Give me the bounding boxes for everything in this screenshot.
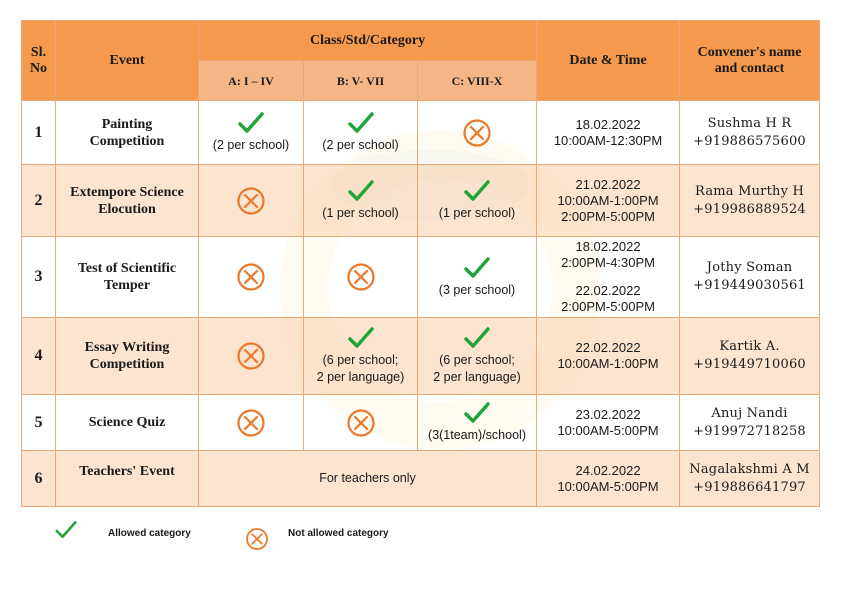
circle-x-icon (236, 186, 266, 216)
quota-note: (2 per school) (322, 138, 399, 152)
table-row (22, 237, 820, 318)
legend-circle-x-icon (245, 527, 269, 551)
quota-note: (1 per school) (438, 206, 516, 220)
circle-x-icon (346, 408, 376, 438)
quota-note: (3 per school) (438, 282, 516, 297)
event-name: Painting Competition (56, 101, 199, 165)
check-icon (348, 111, 374, 135)
convener-name: Jothy Soman (706, 260, 793, 275)
check-icon (348, 179, 374, 203)
table-row (22, 451, 820, 507)
convener-phone: +919886575600 (693, 133, 806, 149)
check-icon (464, 256, 490, 280)
check-icon (464, 179, 490, 203)
check-icon (238, 111, 264, 135)
time-line: 10:00AM-1:00PM (557, 356, 659, 371)
quota-note: (6 per school; (439, 353, 515, 367)
date-time-cell (537, 318, 680, 395)
table-row (22, 318, 820, 395)
category-c-cell (418, 237, 537, 318)
category-c-cell (418, 395, 537, 451)
date-time-cell (537, 395, 680, 451)
header-category-b: B: V- VII (304, 61, 418, 101)
category-a-cell (199, 318, 304, 395)
convener-cell (680, 451, 820, 507)
category-a-cell (199, 165, 304, 237)
legend-check-icon (55, 519, 77, 541)
circle-x-icon (236, 262, 266, 292)
date-line: 24.02.2022 (575, 462, 641, 478)
time-line: 2:00PM-5:00PM (561, 208, 655, 224)
convener-name: Rama Murthy H (695, 183, 805, 199)
header-convener: Convener's name and contact (680, 21, 820, 101)
convener-phone: +919986889524 (693, 201, 806, 217)
date-line: 23.02.2022 (575, 406, 641, 422)
convener-cell (680, 101, 820, 165)
category-a-cell (199, 237, 304, 318)
table-row (22, 395, 820, 451)
circle-x-icon (346, 262, 376, 292)
quota-note: (2 per school) (212, 138, 290, 152)
quota-note: (1 per school) (322, 206, 399, 220)
header-sl-no: Sl. No (22, 21, 56, 101)
date-line: 21.02.2022 (575, 176, 641, 192)
date-line: 18.02.2022 (575, 239, 641, 254)
convener-cell (680, 237, 820, 318)
circle-x-icon (462, 118, 492, 148)
event-name: Extempore Science Elocution (56, 165, 199, 237)
quota-note: (6 per school; (322, 353, 399, 367)
circle-x-icon (236, 408, 266, 438)
convener-name: Kartik A. (719, 339, 780, 354)
row-number: 1 (22, 101, 56, 165)
time-line: 10:00AM-5:00PM (557, 422, 659, 438)
row-number: 2 (22, 165, 56, 237)
quota-note: (3(1team)/school) (428, 428, 526, 442)
time-line: 10:00AM-1:00PM (557, 192, 659, 208)
time-line: 2:00PM-5:00PM (561, 299, 655, 314)
events-table (21, 20, 820, 507)
date-line: 22.02.2022 (575, 340, 641, 355)
convener-cell (680, 395, 820, 451)
event-name: Teachers' Event (56, 451, 199, 507)
category-a-cell (199, 101, 304, 165)
check-icon (348, 326, 374, 350)
event-name: Science Quiz (56, 395, 199, 451)
convener-name: Anuj Nandi (711, 405, 788, 421)
category-b-cell (304, 395, 418, 451)
category-c-cell (418, 101, 537, 165)
date-time-cell (537, 101, 680, 165)
date-time-cell (537, 451, 680, 507)
table-row (22, 101, 820, 165)
legend-not-allowed-label: Not allowed category (288, 528, 389, 539)
row-number: 4 (22, 318, 56, 395)
table-row (22, 165, 820, 237)
circle-x-icon (236, 341, 266, 371)
time-line: 2:00PM-4:30PM (561, 255, 655, 270)
header-category-c: C: VIII-X (418, 61, 537, 101)
convener-name: Nagalakshmi A M (689, 461, 810, 477)
convener-phone: +919972718258 (693, 423, 806, 439)
date-line: 18.02.2022 (575, 116, 641, 132)
header-row (22, 21, 820, 61)
category-b-cell (304, 318, 418, 395)
header-event: Event (56, 21, 199, 101)
header-category-group: Class/Std/Category (199, 21, 537, 61)
date-line: 22.02.2022 (575, 283, 641, 298)
category-b-cell (304, 101, 418, 165)
header-category-a: A: I – IV (199, 61, 304, 101)
event-name: Essay Writing Competition (56, 318, 199, 395)
convener-cell (680, 318, 820, 395)
row-number: 3 (22, 237, 56, 318)
date-time-cell (537, 237, 680, 318)
time-line: 10:00AM-5:00PM (557, 478, 659, 494)
time-line: 10:00AM-12:30PM (553, 132, 663, 148)
convener-phone: +919886641797 (693, 479, 806, 495)
convener-phone: +919449030561 (693, 278, 806, 293)
header-date-time: Date & Time (537, 21, 680, 101)
legend-allowed-label: Allowed category (108, 528, 191, 539)
quota-note: 2 per language) (316, 370, 405, 384)
convener-cell (680, 165, 820, 237)
convener-name: Sushma H R (707, 115, 792, 131)
row-number: 5 (22, 395, 56, 451)
quota-note: 2 per language) (433, 370, 521, 384)
category-c-cell (418, 165, 537, 237)
category-c-cell (418, 318, 537, 395)
check-icon (464, 326, 490, 350)
event-name: Test of Scientific Temper (56, 237, 199, 318)
row-number: 6 (22, 451, 56, 507)
category-a-cell (199, 395, 304, 451)
category-b-cell (304, 237, 418, 318)
category-b-cell (304, 165, 418, 237)
teachers-only-cell: For teachers only (199, 451, 537, 507)
date-time-cell (537, 165, 680, 237)
check-icon (464, 401, 490, 425)
convener-phone: +919449710060 (693, 357, 806, 372)
